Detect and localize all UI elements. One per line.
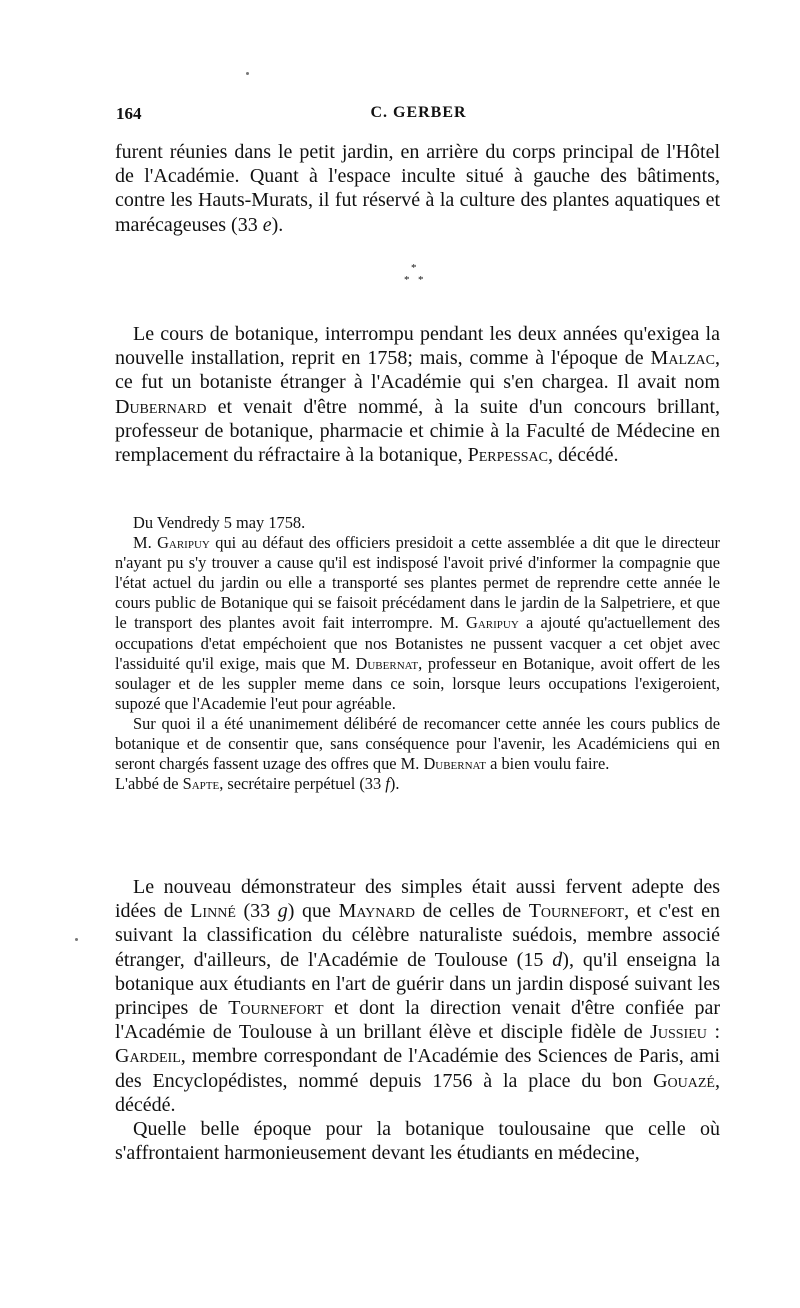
quotation-date: Du Vendredy 5 may 1758. xyxy=(133,513,306,532)
person-name: Maynard xyxy=(338,900,415,923)
person-name: Malzac xyxy=(650,347,715,370)
quotation-paragraph: M. Garipuy qui au défaut des officiers presidoit a cette assemblée a dit que le directeur n'ayant pu s'y trouver a cause qu'il est indisposé l'avoit privé d'informer la compagnie que l'état actuel du jardin ou elle a transporté ses plantes permet de reprendre cette année le cours public de Botanique qui se faisoit précédament dans le jardin de la Salpetriere, et que le transport des plantes avoit fait interrompre. M. Garipuy a ajouté qu'actuellement des occupations d'etat empéchoient que nos Botanistes ne pussent vacquer a cet objet avec l'assiduité qu'il exige, mais que M. Dubernat, professeur en Botanique, avoit offert de les soulager et de les suppler meme dans ce soin, lorsque leurs occupations l'exigeroient, supozé que l'Academie l'eut pour agréable. xyxy=(115,533,721,713)
reference-letter: d xyxy=(552,948,563,971)
reference-letter: e xyxy=(262,213,272,236)
person-name: Garipuy xyxy=(466,613,519,633)
paragraph-continued: furent réunies dans le petit jardin, en arrière du corps principal de l'Hôtel de l'Académie. Quant à l'espace inculte situé à gauche des bâtiments, contre les Hauts-Murats, il fut réservé à la culture des plantes aquatiques et marécageuses (33 e). xyxy=(115,141,720,236)
person-name: Dubernard xyxy=(115,395,207,418)
paragraph-closing: Quelle belle époque pour la botanique toulousaine que celle où s'affrontaient harmonieusement devant les étudiants en médecine, xyxy=(115,1118,720,1165)
person-name: Dubernat xyxy=(423,754,486,774)
quotation-signature: L'abbé de Sapte, secrétaire perpétuel (33 f). xyxy=(115,774,400,794)
print-speck xyxy=(75,938,78,941)
person-name: Sapte xyxy=(182,774,220,794)
section-separator-asterism: * * * xyxy=(404,262,424,286)
archival-quotation xyxy=(115,513,720,794)
person-name: Perpessac xyxy=(467,444,548,467)
person-name: Linné xyxy=(190,900,236,923)
person-name: Jussieu xyxy=(650,1021,707,1044)
person-name: Gardeil xyxy=(115,1045,181,1068)
person-name: Dubernat xyxy=(355,653,419,673)
running-head: C. GERBER xyxy=(370,104,467,121)
person-name: Tournefort xyxy=(228,997,324,1020)
print-speck xyxy=(246,72,249,75)
quotation-paragraph: Sur quoi il a été unanimement délibéré de recomancer cette année les cours publics de botanique et de consentir que, sans conséquence pour l'avenir, les Académiciens qui en seront chargés fassent uzage des offres que M. Dubernat a bien voulu faire. xyxy=(115,713,720,774)
page-number: 164 xyxy=(116,104,142,123)
person-name: Tournefort xyxy=(528,900,625,923)
person-name: Garipuy xyxy=(157,533,210,553)
paragraph-botany-course: Le cours de botanique, interrompu pendant les deux années qu'exigea la nouvelle installation, reprit en 1758; mais, comme à l'époque de Malzac, ce fut un botaniste étranger à l'Académie qui s'en chargea. Il avait nom Dubernard et venait d'être nommé, à la suite d'un concours brillant, professeur de botanique, pharmacie et chimie à la Faculté de Médecine en remplacement du réfractaire à la botanique, Perpessac, décédé. xyxy=(115,323,720,467)
reference-letter: f xyxy=(385,774,390,794)
reference-letter: g xyxy=(277,900,288,923)
paragraph-new-demonstrator: Le nouveau démonstrateur des simples était aussi fervent adepte des idées de Linné (33 g) que Maynard de celles de Tournefort, et c'est en suivant la classification du célèbre naturaliste suédois, membre associé étranger, d'ailleurs, de l'Académie de Toulouse (15 d), qu'il enseigna la botanique aux étudiants en l'art de guérir dans un jardin disposé suivant les principes de Tournefort et dont la direction venait d'être confiée par l'Académie de Toulouse à un brillant élève et disciple fidèle de Jussieu : Gardeil, membre correspondant de l'Académie des Sciences de Paris, ami des Encyclopédistes, nommé depuis 1756 à la place du bon Gouazé, décédé. Quelle belle époque pour la botanique toulousaine que celle où s'affrontaient harmonieusement devant les étudiants en médecine, xyxy=(115,876,720,1165)
person-name: Gouazé xyxy=(653,1069,715,1092)
page-header xyxy=(116,104,721,126)
